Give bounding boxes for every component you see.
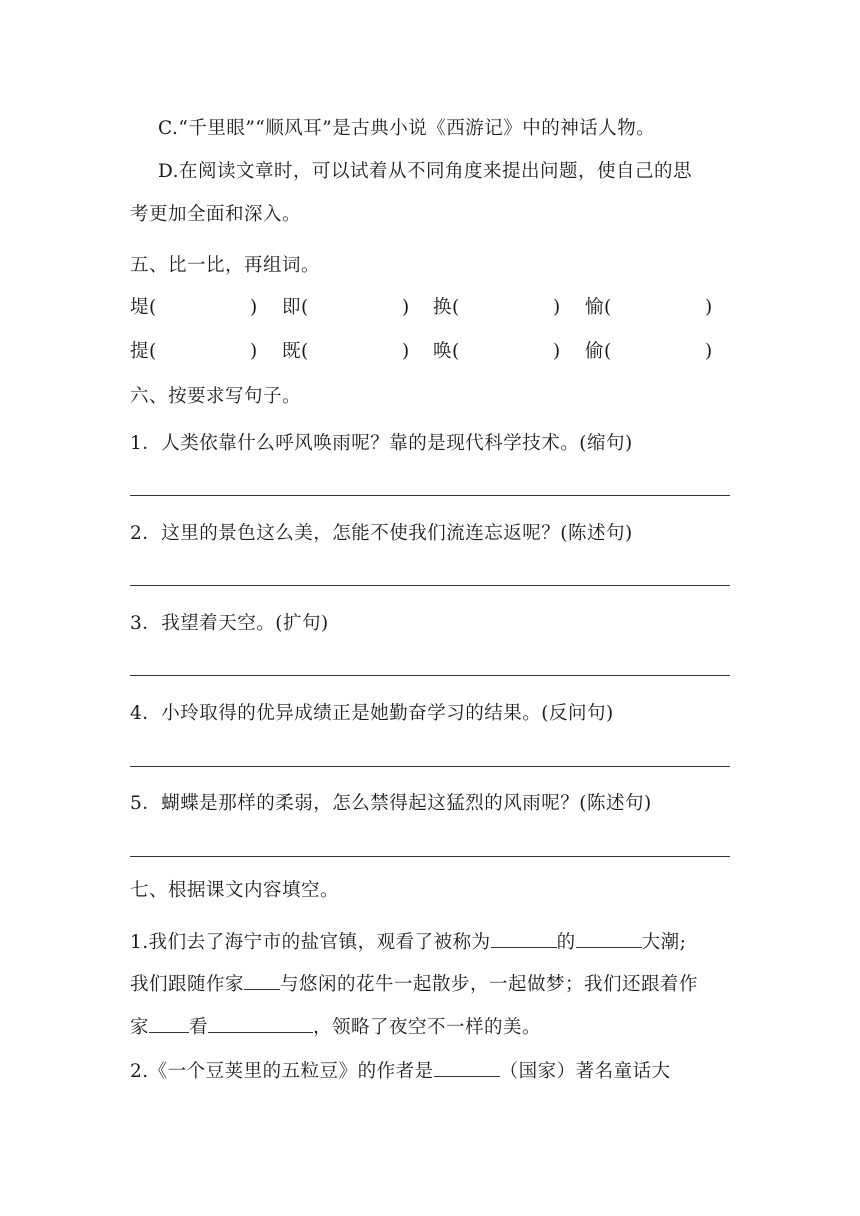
fill-blank[interactable] bbox=[576, 929, 642, 948]
fill-text: ，领略了夜空不一样的美。 bbox=[313, 1017, 542, 1038]
fill-blank[interactable] bbox=[149, 1014, 189, 1033]
fill-text: （国家）著名童话大 bbox=[499, 1061, 671, 1082]
word-group-cell bbox=[433, 339, 460, 365]
fill-text: 与悠闲的花牛一起散步，一起做梦；我们还跟着作 bbox=[280, 974, 699, 995]
character-label: 提( bbox=[130, 341, 157, 362]
option-c: C.“千里眼”“顺风耳”是古典小说《西游记》中的神话人物。 bbox=[158, 118, 656, 139]
word-group-close bbox=[402, 339, 410, 365]
word-group-row-2 bbox=[130, 339, 730, 365]
paren-close: ) bbox=[250, 341, 258, 362]
fill-q2-line1 bbox=[130, 1058, 671, 1085]
fill-text: 2.《一个豆荚里的五粒豆》的作者是 bbox=[130, 1061, 434, 1082]
word-group-close bbox=[553, 339, 561, 365]
fill-blank[interactable] bbox=[244, 971, 280, 990]
word-group-cell bbox=[282, 295, 309, 321]
character-label: 既( bbox=[282, 341, 309, 362]
character-label: 唤( bbox=[433, 341, 460, 362]
character-label: 换( bbox=[433, 297, 460, 318]
paren-close: ) bbox=[402, 297, 410, 318]
fill-blank[interactable] bbox=[491, 929, 557, 948]
fill-text: 的 bbox=[556, 932, 576, 953]
word-group-cell bbox=[130, 339, 157, 365]
word-group-close bbox=[402, 295, 410, 321]
word-group-row-1 bbox=[130, 295, 730, 321]
character-label: 堤( bbox=[130, 297, 157, 318]
fill-q1-line1 bbox=[130, 929, 686, 956]
fill-q1-line3 bbox=[130, 1014, 541, 1041]
sentence-item-4: 4．小玲取得的优异成绩正是她勤奋学习的结果。(反问句) bbox=[130, 703, 614, 724]
character-label: 即( bbox=[282, 297, 309, 318]
fill-text: 看 bbox=[189, 1017, 209, 1038]
paren-close: ) bbox=[705, 341, 713, 362]
paren-close: ) bbox=[553, 341, 561, 362]
fill-text: 家 bbox=[130, 1017, 150, 1038]
word-group-cell bbox=[433, 295, 460, 321]
answer-line bbox=[130, 766, 730, 767]
fill-blank[interactable] bbox=[434, 1058, 500, 1077]
paren-close: ) bbox=[250, 297, 258, 318]
word-group-close bbox=[250, 295, 258, 321]
sentence-item-1: 1．人类依靠什么呼风唤雨呢？靠的是现代科学技术。(缩句) bbox=[130, 433, 633, 454]
section5-title: 五、比一比，再组词。 bbox=[130, 255, 321, 276]
option-d-line1: D.在阅读文章时，可以试着从不同角度来提出问题，使自己的思 bbox=[158, 161, 693, 182]
paren-close: ) bbox=[705, 297, 713, 318]
option-d-line2: 考更加全面和深入。 bbox=[130, 204, 302, 225]
section6-title: 六、按要求写句子。 bbox=[130, 386, 302, 407]
section7-title: 七、根据课文内容填空。 bbox=[130, 880, 340, 901]
answer-line bbox=[130, 675, 730, 676]
sentence-item-3: 3．我望着天空。(扩句) bbox=[130, 613, 329, 634]
word-group-close bbox=[705, 339, 713, 365]
answer-line bbox=[130, 495, 730, 496]
word-group-cell bbox=[130, 295, 157, 321]
paren-close: ) bbox=[553, 297, 561, 318]
character-label: 偷( bbox=[585, 341, 612, 362]
word-group-cell bbox=[585, 339, 612, 365]
character-label: 愉( bbox=[585, 297, 612, 318]
fill-text: 我们跟随作家 bbox=[130, 974, 245, 995]
sentence-item-5: 5．蝴蝶是那样的柔弱，怎么禁得起这猛烈的风雨呢？(陈述句) bbox=[130, 793, 652, 814]
answer-line bbox=[130, 585, 730, 586]
word-group-close bbox=[553, 295, 561, 321]
word-group-cell bbox=[585, 295, 612, 321]
fill-text: 大潮; bbox=[641, 932, 687, 953]
word-group-close bbox=[705, 295, 713, 321]
fill-q1-line2 bbox=[130, 971, 698, 998]
sentence-item-2: 2．这里的景色这么美，怎能不使我们流连忘返呢？(陈述句) bbox=[130, 523, 633, 544]
word-group-close bbox=[250, 339, 258, 365]
answer-line bbox=[130, 856, 730, 857]
fill-blank[interactable] bbox=[208, 1014, 313, 1033]
fill-text: 1.我们去了海宁市的盐官镇，观看了被称为 bbox=[130, 932, 491, 953]
paren-close: ) bbox=[402, 341, 410, 362]
word-group-cell bbox=[282, 339, 309, 365]
